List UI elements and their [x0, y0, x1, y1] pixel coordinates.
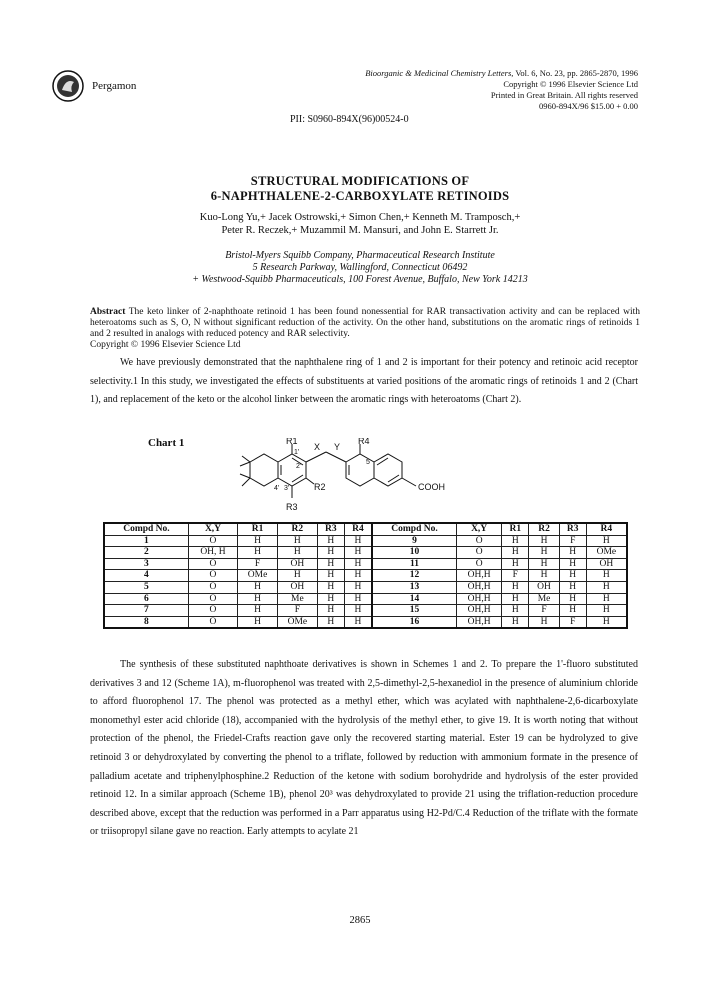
abstract [90, 307, 640, 351]
table-cell: H [317, 570, 344, 582]
col-compd-no-2: Compd No. [372, 523, 456, 535]
pii-line: PII: S0960-894X(96)00524-0 [290, 114, 409, 125]
table-cell: H [502, 535, 529, 547]
table-cell: H [529, 570, 559, 582]
authors-line-2: Peter R. Reczek,+ Muzammil M. Mansuri, and John E. Starrett Jr. [221, 225, 499, 236]
table-cell: H [344, 605, 372, 617]
affiliation-line-3: + Westwood-Squibb Pharmaceuticals, 100 Forest Avenue, Buffalo, New York 14213 [192, 274, 528, 285]
table-cell: OH,H [456, 616, 501, 628]
table-cell: F [277, 605, 317, 617]
label-y: Y [334, 442, 341, 452]
table-cell: H [529, 535, 559, 547]
table-cell: 13 [372, 581, 456, 593]
table-cell: O [456, 547, 501, 559]
table-row [104, 593, 627, 605]
table-row [104, 581, 627, 593]
table-cell: H [559, 605, 586, 617]
table-cell: Me [277, 593, 317, 605]
col-r4: R4 [344, 523, 372, 535]
table-cell: H [277, 535, 317, 547]
table-cell: H [586, 570, 627, 582]
author-list [0, 211, 720, 237]
label-pos-1: 1' [294, 449, 300, 456]
table-cell: H [559, 593, 586, 605]
label-r1: R1 [286, 438, 298, 446]
table-cell: H [317, 558, 344, 570]
table-cell: O [456, 558, 501, 570]
table-cell: H [344, 547, 372, 559]
table-cell: H [238, 547, 278, 559]
table-cell: F [559, 535, 586, 547]
table-cell: OH [277, 581, 317, 593]
table-cell: H [344, 570, 372, 582]
table-cell: 14 [372, 593, 456, 605]
table-body [104, 535, 627, 628]
table-cell: OH [529, 581, 559, 593]
table-cell: H [238, 616, 278, 628]
table-cell: H [502, 593, 529, 605]
table-cell: 9 [372, 535, 456, 547]
col-r1: R1 [238, 523, 278, 535]
table-cell: H [586, 581, 627, 593]
abstract-label: Abstract [90, 307, 126, 317]
table-cell: H [277, 547, 317, 559]
table-cell: H [344, 593, 372, 605]
table-cell: 3 [104, 558, 188, 570]
table-cell: H [502, 558, 529, 570]
citation-block [308, 68, 638, 112]
affiliation-block [0, 250, 720, 286]
table-cell: O [188, 605, 237, 617]
label-pos-2: 2' [296, 463, 302, 470]
table-cell: 1 [104, 535, 188, 547]
table-cell: 7 [104, 605, 188, 617]
table-row [104, 605, 627, 617]
table-cell: H [317, 581, 344, 593]
price-line: 0960-894X/96 $15.00 + 0.00 [539, 101, 638, 111]
table-cell: H [502, 605, 529, 617]
table-cell: H [559, 558, 586, 570]
col-r3: R3 [317, 523, 344, 535]
col-r1-2: R1 [502, 523, 529, 535]
table-cell: OMe [238, 570, 278, 582]
title-line-2: 6-NAPHTHALENE-2-CARBOXYLATE RETINOIDS [210, 189, 510, 203]
table-cell: H [317, 593, 344, 605]
table-cell: H [344, 535, 372, 547]
abstract-text: The keto linker of 2-naphthoate retinoid 1 has been found nonessential for RAR transactivation activity and can be replaced with heteroatoms such as S, O, N without significant reduction of the activity. On the other hand, substitutions on the aromatic rings of retinoids 1 and 2 resulted in analogs with reduced potency and RAR selectivity. [90, 307, 640, 339]
compound-table [103, 522, 628, 629]
table-cell: OH [277, 558, 317, 570]
table-cell: 12 [372, 570, 456, 582]
label-r4: R4 [358, 438, 370, 446]
table-header-row [104, 523, 627, 535]
table-cell: H [238, 605, 278, 617]
affiliation-line-2: 5 Research Parkway, Wallingford, Connecticut 06492 [252, 262, 468, 273]
publisher-name: Pergamon [92, 80, 137, 92]
table-cell: OH,H [456, 570, 501, 582]
label-cooh: COOH [418, 482, 445, 492]
table-cell: 15 [372, 605, 456, 617]
authors-line-1: Kuo-Long Yu,+ Jacek Ostrowski,+ Simon Chen,+ Kenneth M. Tramposch,+ [199, 212, 521, 223]
label-pos-5: 5 [366, 459, 370, 466]
table-cell: 5 [104, 581, 188, 593]
body-paragraph-2: The synthesis of these substituted naphthoate derivatives is shown in Schemes 1 and 2. To prepare the 1'-fluoro substituted derivatives 3 and 12 (Scheme 1A), m-fluorophenol was treated with 2,5-dimethyl-2,5-hexanediol in the presence of aluminium chloride to afford fluorophenol 17. The phenol was protected as a methyl ether, which was acylated with naphthalene-2,6-dicarboxylate monomethyl ester acid chloride (18), accompanied with the hydrolysis of the methyl ether, to give 19. It is worth noting that without protection of the phenol, the Friedel-Crafts reaction gave only the recovered starting material. Ester 19 can be hydrolyzed to give retinoid 3 or dehydroxylated by converting the phenol to a triflate, followed by reduction with ammonium formate in the presence of palladium acetate and triphenylphosphine.2 Reduction of the ketone with sodium borohydride and hydrolysis of the ester provided retinoid 12. In a similar approach (Scheme 1B), phenol 20³ was dehydroxylated to provide 21 using the triflation-reduction procedure described above, except that the reduction was performed in a Parr apparatus using H2-Pd/C.4 Reduction of the triflate with the formate or triisopropyl silane gave no reaction. Early attempts to acylate 21 [90, 659, 638, 838]
table-cell: H [529, 616, 559, 628]
table-row [104, 558, 627, 570]
table-cell: O [456, 535, 501, 547]
table-cell: H [317, 535, 344, 547]
pergamon-logo-icon [52, 70, 84, 102]
citation-line [308, 68, 638, 79]
label-r3: R3 [286, 502, 298, 512]
table-cell: 8 [104, 616, 188, 628]
table-row [104, 535, 627, 547]
table-cell: 10 [372, 547, 456, 559]
table-cell: H [559, 570, 586, 582]
table-row [104, 570, 627, 582]
table-cell: F [238, 558, 278, 570]
affiliation-line-1: Bristol-Myers Squibb Company, Pharmaceutical Research Institute [225, 250, 495, 261]
table-cell: OH,H [456, 593, 501, 605]
printed-line: Printed in Great Britain. All rights reserved [490, 90, 638, 100]
table-cell: 4 [104, 570, 188, 582]
journal-name: Bioorganic & Medicinal Chemistry Letters [365, 68, 512, 78]
table-cell: OH [586, 558, 627, 570]
table-cell: 11 [372, 558, 456, 570]
table-cell: H [502, 616, 529, 628]
table-cell: H [344, 558, 372, 570]
label-r2: R2 [314, 482, 326, 492]
table-cell: H [344, 616, 372, 628]
col-r4-2: R4 [586, 523, 627, 535]
table-cell: H [238, 581, 278, 593]
table-cell: H [559, 581, 586, 593]
table-cell: O [188, 593, 237, 605]
table-cell: Me [529, 593, 559, 605]
label-pos-4: 4' [274, 485, 280, 492]
table-cell: H [586, 535, 627, 547]
table-cell: F [559, 616, 586, 628]
table-cell: OH,H [456, 581, 501, 593]
col-r2-2: R2 [529, 523, 559, 535]
chemical-structure-diagram [230, 438, 490, 518]
table-cell: H [317, 616, 344, 628]
table-cell: O [188, 558, 237, 570]
table-cell: F [502, 570, 529, 582]
table-cell: O [188, 581, 237, 593]
table-cell: H [344, 581, 372, 593]
table-cell: H [317, 605, 344, 617]
body-paragraph-1: We have previously demonstrated that the naphthalene ring of 1 and 2 is important for their potency and retinoic acid receptor selectivity.1 In this study, we investigated the effects of substituents at varied positions of the aromatic rings of retinoids 1 and 2 (Chart 1), and replacement of the keto or the alcohol linker between the aromatic rings with heteroatoms (Chart 2). [90, 357, 638, 406]
table-row [104, 616, 627, 628]
table-cell: F [529, 605, 559, 617]
label-x: X [314, 442, 321, 452]
table-cell: H [238, 593, 278, 605]
table-cell: H [238, 535, 278, 547]
col-compd-no: Compd No. [104, 523, 188, 535]
table-cell: H [502, 581, 529, 593]
article-title [0, 174, 720, 204]
citation-details: , Vol. 6, No. 23, pp. 2865-2870, 1996 [511, 68, 638, 78]
copyright-line: Copyright © 1996 Elsevier Science Ltd [503, 79, 638, 89]
col-r2: R2 [277, 523, 317, 535]
table-cell: OMe [277, 616, 317, 628]
abstract-copyright: Copyright © 1996 Elsevier Science Ltd [90, 340, 241, 350]
table-cell: H [586, 605, 627, 617]
table-cell: 16 [372, 616, 456, 628]
table-cell: 2 [104, 547, 188, 559]
table-cell: H [529, 558, 559, 570]
title-line-1: STRUCTURAL MODIFICATIONS OF [250, 174, 470, 188]
table-cell: O [188, 570, 237, 582]
col-r3-2: R3 [559, 523, 586, 535]
table-cell: H [317, 547, 344, 559]
table-cell: H [277, 570, 317, 582]
table-row [104, 547, 627, 559]
label-pos-3: 3' [284, 485, 290, 492]
table-cell: 6 [104, 593, 188, 605]
table-cell: H [586, 593, 627, 605]
page-number: 2865 [349, 915, 371, 926]
table-cell: H [502, 547, 529, 559]
table-cell: OH, H [188, 547, 237, 559]
table-cell: OMe [586, 547, 627, 559]
table-cell: H [559, 547, 586, 559]
col-xy: X,Y [188, 523, 237, 535]
col-xy-2: X,Y [456, 523, 501, 535]
table-cell: H [529, 547, 559, 559]
table-cell: O [188, 535, 237, 547]
chart-label: Chart 1 [148, 437, 185, 449]
table-cell: O [188, 616, 237, 628]
table-cell: H [586, 616, 627, 628]
table-cell: OH,H [456, 605, 501, 617]
